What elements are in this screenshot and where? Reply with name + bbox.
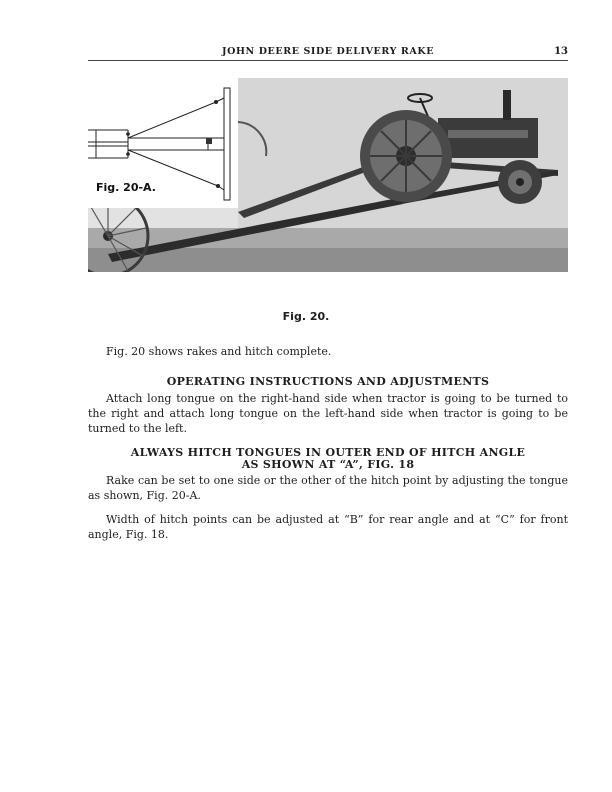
- rake-setting-paragraph: [88, 473, 568, 503]
- intro-text: Fig. 20 shows rakes and hitch complete.: [106, 345, 332, 358]
- tongue-attachment-paragraph: [88, 391, 568, 436]
- page-number: 13: [554, 46, 568, 57]
- tractor-rake-photo-illustration: [88, 78, 568, 272]
- section-heading-hitch-line-2: AS SHOWN AT “A”, FIG. 18: [241, 458, 415, 471]
- header-rule: [88, 60, 568, 61]
- figure-20-photo: [88, 78, 568, 272]
- hitch-width-text: Width of hitch points can be adjusted at “B” for rear angle and at “C” for front angle, Fig. 18.: [88, 513, 568, 541]
- section-heading-hitch-line-1: ALWAYS HITCH TONGUES IN OUTER END OF HITCH ANGLE: [130, 446, 526, 459]
- section-heading-operating: OPERATING INSTRUCTIONS AND ADJUSTMENTS: [166, 375, 490, 388]
- running-title: JOHN DEERE SIDE DELIVERY RAKE: [221, 46, 435, 57]
- hitch-width-paragraph: [88, 512, 568, 542]
- rake-setting-text: Rake can be set to one side or the other of the hitch point by adjusting the tongue as shown, Fig. 20-A.: [88, 474, 568, 502]
- tongue-attachment-text: Attach long tongue on the right-hand side when tractor is going to be turned to the right and attach long tongue on the left-hand side when tractor is going to be turned to the left.: [88, 392, 568, 435]
- figure-caption: Fig. 20.: [282, 310, 330, 323]
- intro-paragraph: [88, 344, 568, 359]
- inset-figure-caption: Fig. 20-A.: [96, 181, 156, 194]
